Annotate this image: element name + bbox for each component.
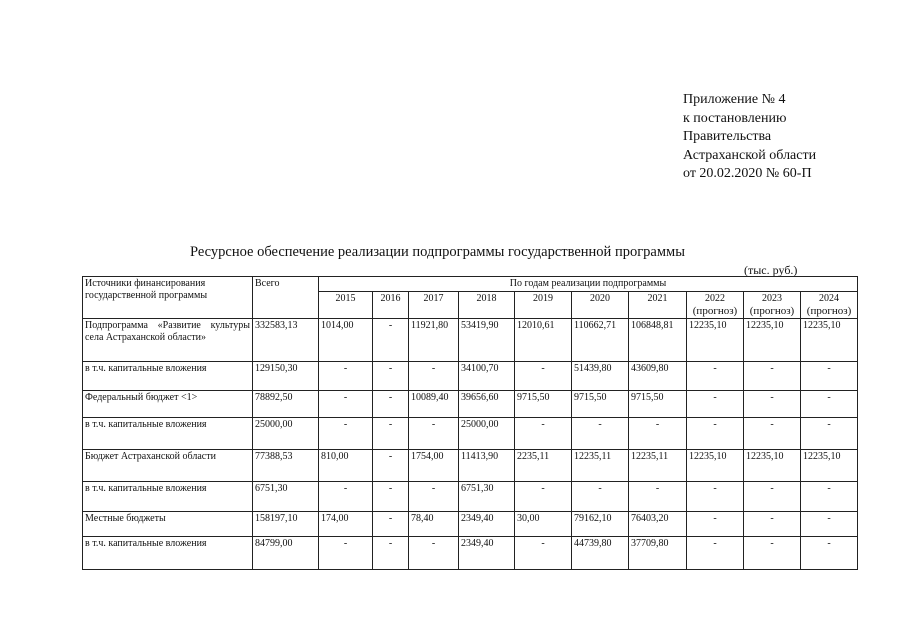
value-cell: 12235,10 (801, 319, 858, 362)
year-header (409, 292, 459, 319)
value-cell: - (409, 362, 459, 391)
value-cell: 11921,80 (409, 319, 459, 362)
value-cell: 9715,50 (515, 391, 572, 418)
value-cell: - (319, 418, 373, 450)
value-cell: 11413,90 (459, 450, 515, 482)
value-cell: 110662,71 (572, 319, 629, 362)
value-cell: - (515, 537, 572, 570)
value-cell: - (801, 512, 858, 537)
value-cell: - (409, 537, 459, 570)
year-label: 2021 (647, 293, 668, 304)
value-cell: - (801, 482, 858, 512)
value-cell: 12235,10 (744, 450, 801, 482)
appendix-line: от 20.02.2020 № 60-П (683, 166, 812, 181)
value-cell: 12010,61 (515, 319, 572, 362)
value-cell: 78,40 (409, 512, 459, 537)
value-cell: - (744, 362, 801, 391)
value-cell: 12235,11 (629, 450, 687, 482)
value-cell: - (373, 450, 409, 482)
value-cell: - (319, 482, 373, 512)
value-cell: - (409, 418, 459, 450)
year-label: 2022 (705, 293, 725, 304)
value-cell: - (744, 391, 801, 418)
source-cell: в т.ч. капитальные вложения (83, 362, 253, 391)
value-cell: - (319, 362, 373, 391)
year-note: (прогноз) (692, 305, 738, 317)
source-cell: в т.ч. капитальные вложения (83, 482, 253, 512)
value-cell: - (515, 418, 572, 450)
appendix-line: к постановлению (683, 110, 787, 126)
value-cell: - (515, 362, 572, 391)
document-title: Ресурсное обеспечение реализации подпрограммы государственной программы (190, 244, 685, 260)
value-cell: - (373, 362, 409, 391)
value-cell: - (373, 391, 409, 418)
value-cell: 10089,40 (409, 391, 459, 418)
value-cell: 30,00 (515, 512, 572, 537)
table-body (83, 319, 858, 570)
value-cell: - (373, 319, 409, 362)
value-cell: 106848,81 (629, 319, 687, 362)
source-cell: Местные бюджеты (83, 512, 253, 537)
year-header (319, 292, 373, 319)
table-row (83, 391, 858, 418)
year-note: (прогноз) (749, 305, 795, 317)
total-cell: 78892,50 (253, 391, 319, 418)
year-header (744, 292, 801, 319)
year-label: 2018 (476, 293, 497, 304)
appendix-line: Приложение № 4 (683, 92, 786, 107)
year-header (373, 292, 409, 319)
total-cell: 158197,10 (253, 512, 319, 537)
value-cell: 6751,30 (459, 482, 515, 512)
value-cell: - (572, 418, 629, 450)
value-cell: 12235,10 (801, 450, 858, 482)
header-total: Всего (253, 277, 319, 319)
total-cell: 84799,00 (253, 537, 319, 570)
year-label: 2017 (423, 293, 444, 304)
year-header (572, 292, 629, 319)
value-cell: 79162,10 (572, 512, 629, 537)
value-cell: 12235,11 (572, 450, 629, 482)
value-cell: - (629, 418, 687, 450)
source-cell: в т.ч. капитальные вложения (83, 418, 253, 450)
year-label: 2019 (533, 293, 553, 304)
units-label: (тыс. руб.) (744, 263, 798, 277)
value-cell: - (801, 362, 858, 391)
value-cell: - (687, 362, 744, 391)
total-cell: 129150,30 (253, 362, 319, 391)
value-cell: - (801, 418, 858, 450)
value-cell: - (744, 418, 801, 450)
value-cell: - (629, 482, 687, 512)
total-cell: 77388,53 (253, 450, 319, 482)
year-label: 2020 (590, 293, 610, 304)
value-cell: 44739,80 (572, 537, 629, 570)
value-cell: - (373, 482, 409, 512)
year-header (629, 292, 687, 319)
year-label: 2015 (335, 293, 356, 304)
value-cell: - (744, 512, 801, 537)
value-cell: - (801, 537, 858, 570)
value-cell: 12235,10 (687, 450, 744, 482)
value-cell: 51439,80 (572, 362, 629, 391)
year-label: 2024 (819, 293, 840, 304)
header-source: Источники финансирования государственной программы (83, 277, 253, 319)
year-label: 2023 (762, 293, 782, 304)
value-cell: - (373, 537, 409, 570)
table-header-row (83, 277, 858, 292)
table-row (83, 362, 858, 391)
year-note: (прогноз) (806, 305, 852, 317)
value-cell: 39656,60 (459, 391, 515, 418)
value-cell: - (373, 512, 409, 537)
total-cell: 25000,00 (253, 418, 319, 450)
year-header (801, 292, 858, 319)
value-cell: - (687, 418, 744, 450)
year-label: 2016 (380, 293, 401, 304)
value-cell: - (515, 482, 572, 512)
source-cell: Федеральный бюджет <1> (83, 391, 253, 418)
total-cell: 332583,13 (253, 319, 319, 362)
value-cell: 34100,70 (459, 362, 515, 391)
value-cell: - (687, 482, 744, 512)
appendix-line: Астраханской области (683, 147, 817, 163)
source-cell: Бюджет Астраханской области (83, 450, 253, 482)
value-cell: 9715,50 (629, 391, 687, 418)
year-header (687, 292, 744, 319)
source-cell: в т.ч. капитальные вложения (83, 537, 253, 570)
value-cell: 12235,10 (744, 319, 801, 362)
value-cell: - (687, 512, 744, 537)
value-cell: - (744, 537, 801, 570)
source-cell: Подпрограмма «Развитие культуры села Астраханской области» (83, 319, 253, 362)
value-cell: - (687, 391, 744, 418)
value-cell: 25000,00 (459, 418, 515, 450)
value-cell: - (373, 418, 409, 450)
value-cell: 1754,00 (409, 450, 459, 482)
value-cell: 53419,90 (459, 319, 515, 362)
table-row (83, 537, 858, 570)
value-cell: 1014,00 (319, 319, 373, 362)
value-cell: - (319, 391, 373, 418)
value-cell: - (319, 537, 373, 570)
value-cell: 43609,80 (629, 362, 687, 391)
value-cell: - (744, 482, 801, 512)
year-header (515, 292, 572, 319)
value-cell: - (409, 482, 459, 512)
value-cell: 174,00 (319, 512, 373, 537)
value-cell: - (572, 482, 629, 512)
header-years: По годам реализации подпрограммы (319, 277, 858, 292)
appendix-header (683, 91, 816, 184)
table-row (83, 482, 858, 512)
table-row (83, 319, 858, 362)
funding-table (82, 276, 858, 570)
table-row (83, 450, 858, 482)
value-cell: 810,00 (319, 450, 373, 482)
value-cell: 37709,80 (629, 537, 687, 570)
value-cell: 2349,40 (459, 512, 515, 537)
value-cell: 2235,11 (515, 450, 572, 482)
value-cell: 2349,40 (459, 537, 515, 570)
value-cell: 12235,10 (687, 319, 744, 362)
value-cell: - (801, 391, 858, 418)
table-row (83, 512, 858, 537)
appendix-line: Правительства (683, 129, 772, 144)
value-cell: 76403,20 (629, 512, 687, 537)
year-header (459, 292, 515, 319)
value-cell: - (687, 537, 744, 570)
total-cell: 6751,30 (253, 482, 319, 512)
table-row (83, 418, 858, 450)
value-cell: 9715,50 (572, 391, 629, 418)
